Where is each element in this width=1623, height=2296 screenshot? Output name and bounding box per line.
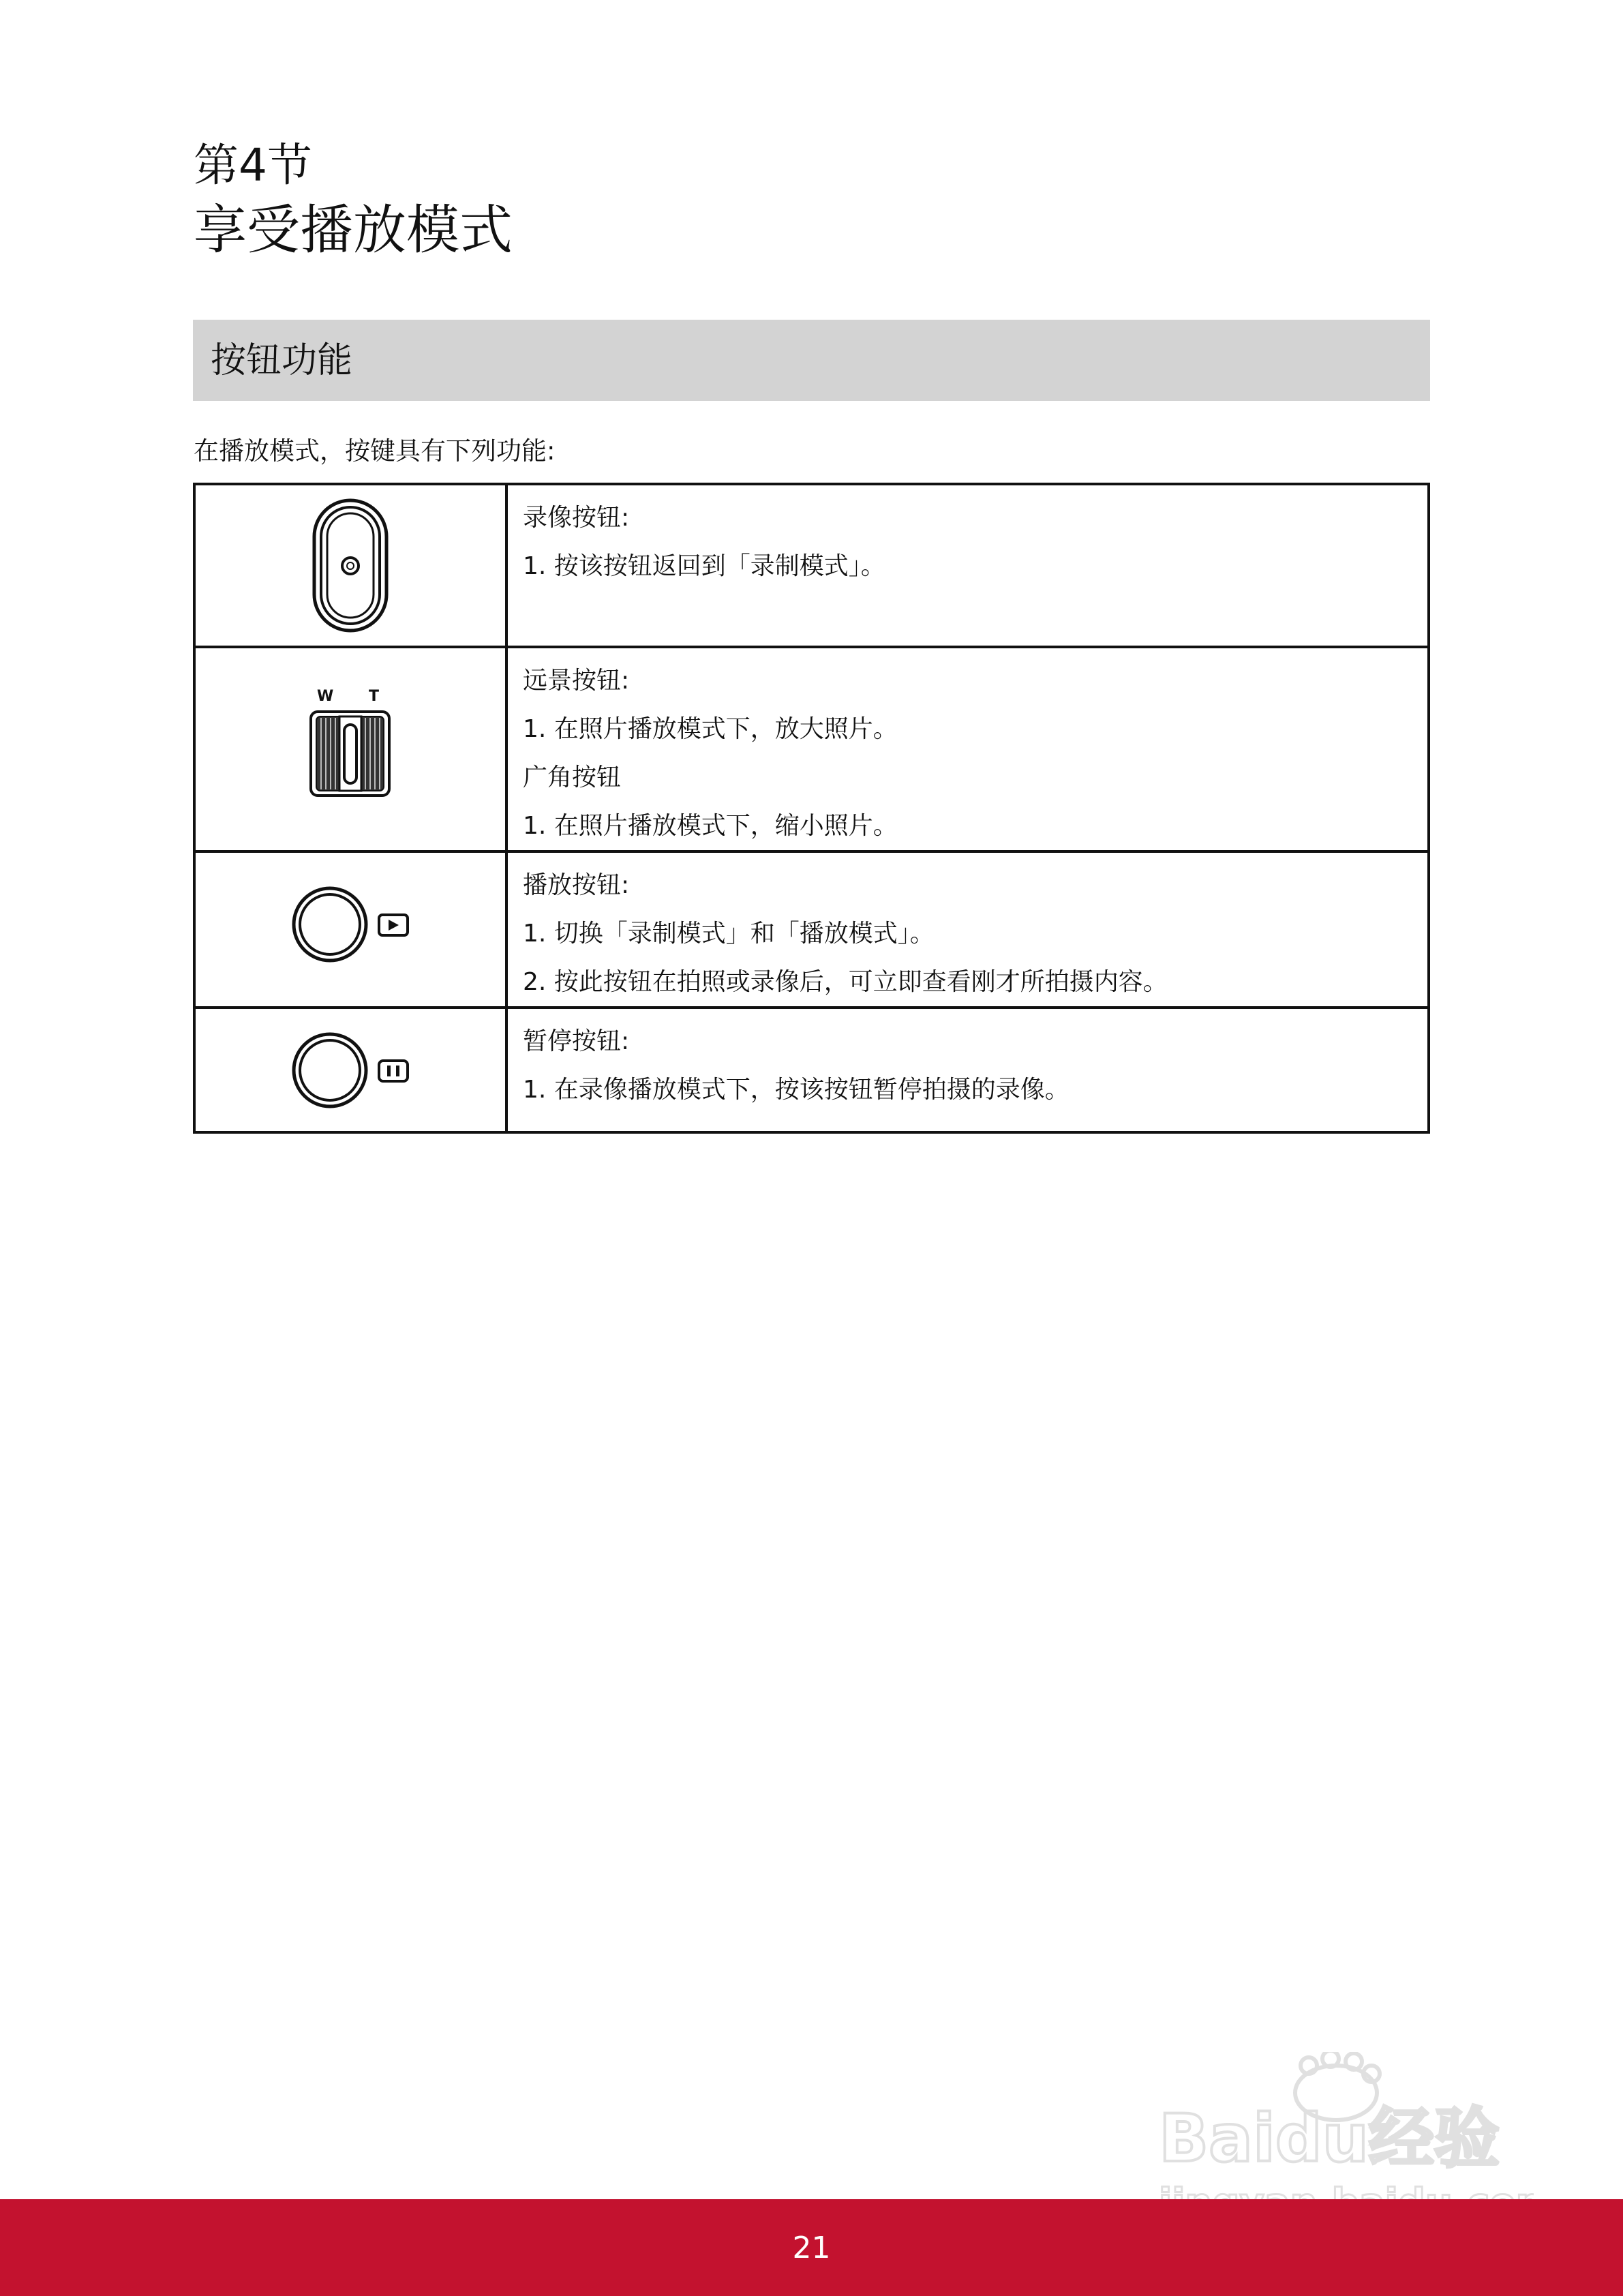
description-cell	[506, 1008, 1429, 1132]
row-heading: 播放按钮:	[523, 871, 630, 899]
zoom-label-t: T	[369, 688, 380, 705]
zoom-lever-icon	[196, 648, 505, 841]
intro-text: 在播放模式，按键具有下列功能:	[194, 436, 556, 466]
row-line: 1. 在照片播放模式下，放大照片。	[523, 715, 898, 743]
row-line: 1. 按该按钮返回到「录制模式」。	[523, 552, 885, 580]
row-heading: 暂停按钮:	[523, 1027, 630, 1055]
description-cell	[506, 647, 1429, 851]
description-cell	[506, 851, 1429, 1008]
row-heading: 录像按钮:	[523, 504, 630, 532]
footer-bar	[0, 2199, 1623, 2296]
page-title: 享受播放模式	[194, 200, 513, 261]
play-button-icon	[196, 853, 505, 997]
zoom-label-w: W	[317, 688, 334, 705]
table-row-pause	[194, 1008, 1429, 1132]
baidu-watermark	[1152, 2052, 1534, 2222]
icon-cell	[194, 647, 506, 851]
chapter-label: 第4节	[194, 139, 312, 192]
description-cell	[506, 484, 1429, 647]
watermark-brand: Baidu经验	[1159, 2100, 1500, 2177]
record-button-icon	[196, 485, 505, 646]
icon-cell	[194, 1008, 506, 1132]
section-heading-bar	[193, 320, 1430, 401]
row-line: 1. 切换「录制模式」和「播放模式」。	[523, 920, 935, 948]
row-heading: 远景按钮:	[523, 667, 630, 695]
page-number: 21	[792, 2230, 831, 2265]
pause-button-icon	[196, 1009, 505, 1131]
table-row-play	[194, 851, 1429, 1008]
table-row-zoom	[194, 647, 1429, 851]
section-heading: 按钮功能	[211, 339, 353, 381]
icon-cell	[194, 851, 506, 1008]
icon-cell	[194, 484, 506, 647]
row-heading: 广角按钮	[523, 764, 622, 791]
row-line: 1. 在照片播放模式下，缩小照片。	[523, 812, 898, 840]
button-function-table	[193, 483, 1430, 1134]
row-line: 2. 按此按钮在拍照或录像后，可立即查看刚才所拍摄内容。	[523, 968, 1168, 996]
row-line: 1. 在录像播放模式下，按该按钮暂停拍摄的录像。	[523, 1076, 1070, 1104]
table-row-record	[194, 484, 1429, 647]
